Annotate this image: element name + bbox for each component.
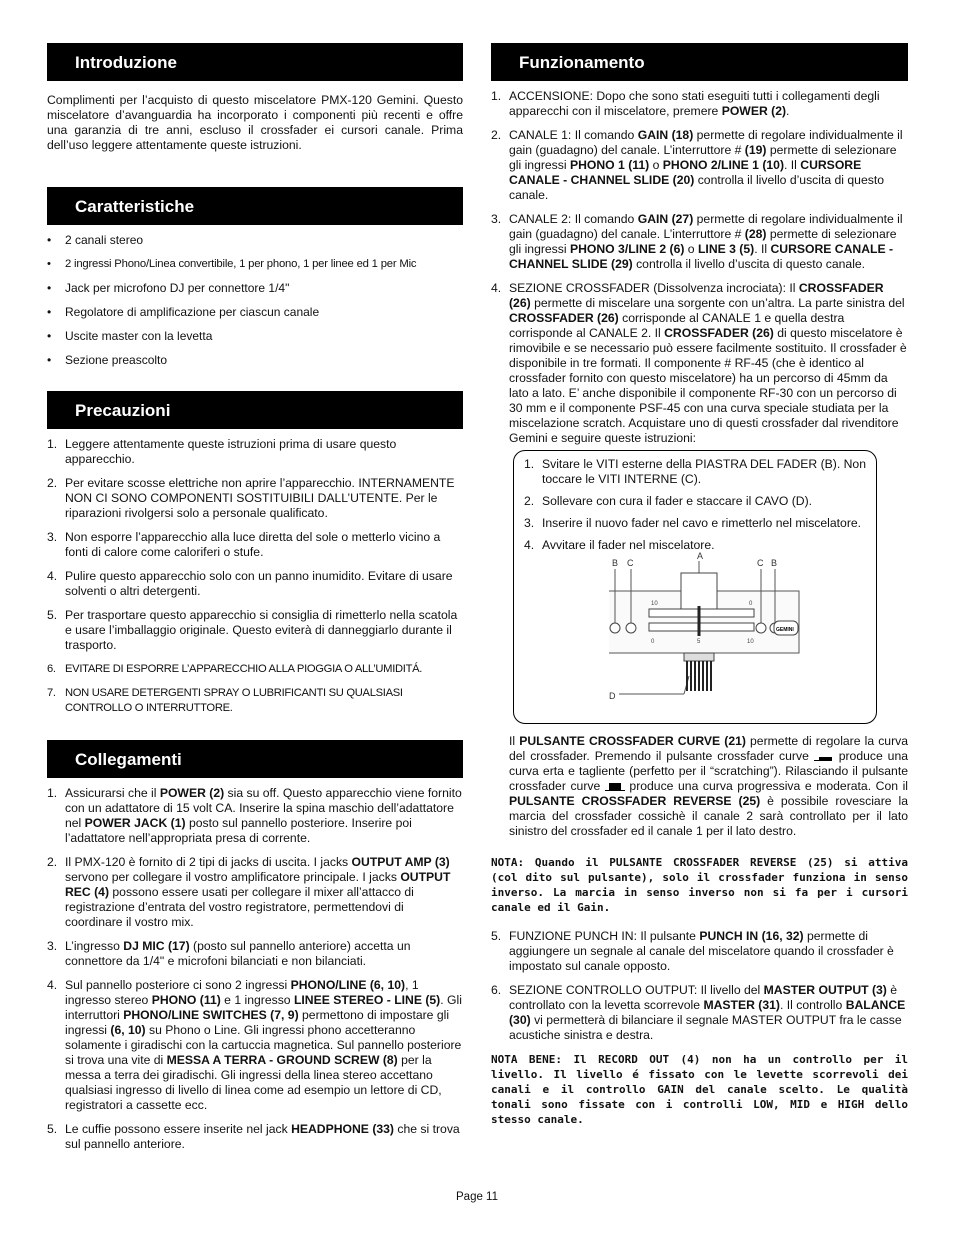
screw-inner-right: [756, 623, 766, 633]
list-item: • Sezione preascolto: [47, 353, 168, 367]
features-section: [47, 187, 463, 367]
list-item: • 2 ingressi Phono/Linea convertibile, 1 per phono, 1 per linee ed 1 per Mic: [47, 258, 417, 270]
list-item: 2. Per evitare scosse elettriche non aprire l’apparecchio. INTERNAMENTE NON CI SONO COMPONENTI SOSTITUIBILI DALL’UTENTE. Per le riparazioni rivolgersi solo a personale qualificato.: [47, 476, 455, 520]
operation-list-continued: [491, 929, 908, 1043]
label-a: A: [697, 551, 704, 561]
list-item: 1. Leggere attentamente queste istruzioni prima di usare questo apparecchio.: [47, 437, 397, 466]
right-column: [491, 43, 908, 1127]
precautions-list: [47, 437, 463, 716]
operation-list: [491, 89, 908, 446]
page-number: Page 11: [456, 1191, 498, 1203]
connections-list: [47, 786, 463, 1152]
left-column: [47, 43, 463, 1161]
label-b: B: [612, 558, 619, 568]
list-item: 4. Sul pannello posteriore ci sono 2 ingressi PHONO/LINE (6, 10), 1 ingresso stereo PHONO (11) e 1 ingresso LINEE STEREO - LINE (5). Gli interruttori PHONO/LINE SWITCHES (7, 9) permettono di impostare gli ingressi (6, 10) su Phono o Line. Gli ingressi phono accetteranno solamente i giradischi con la cartuccia magnetica. Sul pannello posteriore si trova una vite di MESSA A TERRA - GROUND SCREW (8) per la messa a terra dei giradischi. Gli ingressi della linea stereo accettano qualsiasi ingresso di livello di linea come ad esempio un lettore di CD, registratori a cassette ecc.: [47, 978, 462, 1112]
list-item: • Regolatore di amplificazione per ciascun canale: [47, 305, 320, 319]
label-c: C: [627, 558, 634, 568]
progressive-curve-icon: [605, 782, 625, 791]
list-item: 2. Sollevare con cura il fader e staccare il CAVO (D).: [524, 494, 813, 508]
connections-section: [47, 740, 463, 1152]
screw-outer-left: [610, 623, 620, 633]
list-item: 2. Il PMX-120 è fornito di 2 tipi di jacks di uscita. I jacks OUTPUT AMP (3) servono per collegare il vostro amplificatore principale. I jacks OUTPUT REC (4) possono essere usati per collegare il mixer all’attacco di registrazione d’entrata del vostro registratore, permettendovi di coordinare il vostro mix.: [47, 855, 451, 929]
features-list: [47, 233, 463, 367]
note-reverse: NOTA: Quando il PULSANTE CROSSFADER REVERSE (25) si attiva (col dito sul pulsante), solo il crossfader funziona in senso inverso. La marcia in senso inverso non si fa per i cursori canale ed il Gain.: [491, 856, 908, 914]
list-item: 3. CANALE 2: Il comando GAIN (27) permette di regolare individualmente il gain (guadagno) del canale. L’interruttore # (28) permette di selezionare gli ingressi PHONO 3/LINE 2 (6) o LINE 3 (5). Il CURSORE CANALE - CHANNEL SLIDE (29) controlla il livello d’uscita di questo canale.: [491, 212, 903, 271]
list-item: • Jack per microfono DJ per connettore 1/4": [47, 281, 290, 295]
svg-text:GEMINI: GEMINI: [776, 627, 794, 633]
list-item: 1. ACCENSIONE: Dopo che sono stati eseguiti tutti i collegamenti degli apparecchi con il miscelatore, premere POWER (2).: [491, 89, 880, 118]
crossfader-diagram: [609, 551, 809, 711]
fader-track: [649, 609, 754, 617]
list-item: 1. Svitare le VITI esterne della PIASTRA DEL FADER (B). Non toccare le VITI INTERNE (C).: [524, 457, 866, 486]
cable-connector: [684, 653, 714, 661]
precautions-heading: Precauzioni: [47, 391, 463, 429]
connections-heading: Collegamenti: [47, 740, 463, 778]
features-heading: Caratteristiche: [47, 187, 463, 225]
list-item: 3. Inserire il nuovo fader nel cavo e rimetterlo nel miscelatore.: [524, 516, 862, 530]
operation-heading: Funzionamento: [491, 43, 908, 81]
list-item: 6. SEZIONE CONTROLLO OUTPUT: Il livello del MASTER OUTPUT (3) è controllato con la levetta scorrevole MASTER (31). Il controllo BALANCE (30) vi permetterà di bilanciare il segnale MASTER OUTPUT fra le casse acustiche sinistra e destra.: [491, 983, 906, 1042]
intro-text: Complimenti per l’acquisto di questo miscelatore PMX-120 Gemini. Questo miscelatore d’avanguardia ha incorporato i componenti più recenti e offre una garanzia di tre anni, escluso il crossfader ei cursori canale. Prima dell’uso leggere attentamente queste istruzioni.: [47, 93, 463, 152]
svg-text:10: 10: [747, 639, 754, 645]
list-item: 4. SEZIONE CROSSFADER (Dissolvenza incrociata): Il CROSSFADER (26) permette di miscelare una sorgente con un’altra. La parte sinistra del CROSSFADER (26) corrisponde al CANALE 1 e quella destra corrisponde al CANALE 2. Il CROSSFADER (26) di questo miscelatore è rimovibile e se necessario può essere facilmente sostituito. Il crossfader è disponibile in tre formati. Il componente # RF-45 (che è identico al crossfader fornito con questo miscelatore) ha un percorso di 45mm da lato a lato. E’ anche disponibile il componente RF-30 con un percorso di 30 mm e il componente PSF-45 con una curva speciale studiata per la miscelazione scratch. Acquistare uno di questi crossfader dal rivenditore Gemini e seguire queste istruzioni:: [491, 281, 907, 445]
list-item: 5. Per trasportare questo apparecchio si consiglia di rimetterlo nella scatola e usare l’imballaggio originale. Questo eviterà di danneggiarlo durante il trasporto.: [47, 608, 458, 652]
screw-inner-left: [626, 623, 636, 633]
note-record-out: NOTA BENE: Il RECORD OUT (4) non ha un controllo per il livello. Il livello é fissato con le levette scorrevoli dei canali e il controllo GAIN del canale scelto. Le qualità tonali sono fissate con i controlli LOW, MID e HIGH dello stesso canale.: [491, 1053, 909, 1126]
list-item: 5. FUNZIONE PUNCH IN: Il pulsante PUNCH IN (16, 32) permette di aggiungere un segnale al canale del miscelatore quando il crossfader è impostato sul canale opposto.: [491, 929, 894, 973]
list-item: 4. Pulire questo apparecchio solo con un panno inumidito. Evitare di usare solventi o altri detergenti.: [47, 569, 453, 598]
list-item: 5. Le cuffie possono essere inserite nel jack HEADPHONE (33) che si trova sul pannello anteriore.: [47, 1122, 460, 1151]
svg-text:0: 0: [651, 639, 655, 645]
svg-text:0: 0: [749, 601, 753, 607]
cable: [687, 661, 711, 691]
label-d: D: [609, 691, 616, 701]
crossfader-replacement-box: [513, 450, 877, 724]
svg-text:5: 5: [697, 639, 701, 645]
list-item: • Uscite master con la levetta: [47, 329, 213, 343]
label-b-right: B: [771, 558, 778, 568]
list-item: 4. Avvitare il fader nel miscelatore.: [524, 538, 715, 552]
list-item: 6. EVITARE DI ESPORRE L’APPARECCHIO ALLA PIOGGIA O ALL’UMIDITÁ.: [47, 663, 423, 675]
sharp-curve-icon: [814, 752, 834, 761]
list-item: 3. L’ingresso DJ MIC (17) (posto sul pannello anteriore) accetta un connettore da 1/4" e microfoni bilanciati e non bilanciati.: [47, 939, 411, 968]
list-item: 7. NON USARE DETERGENTI SPRAY O LUBRIFICANTI SU QUALSIASI CONTROLLO O INTERRUTTORE.: [47, 687, 403, 714]
list-item: 1. Assicurarsi che il POWER (2) sia su off. Questo apparecchio viene fornito con un adattatore di 15 volt CA. Inserire la spina maschio dell’adattatore nel POWER JACK (1) posto sul pannello posteriore. Inserire poi l’adattatore nell’appropriata presa di corrente.: [47, 786, 462, 845]
precautions-section: [47, 391, 463, 716]
svg-text:10: 10: [651, 601, 658, 607]
replacement-steps: [524, 457, 868, 553]
label-c-right: C: [757, 558, 764, 568]
list-item: 2. CANALE 1: Il comando GAIN (18) permette di regolare individualmente il gain (guadagno) del canale. L’interruttore # (19) permette di selezionare gli ingressi PHONO 1 (11) o PHONO 2/LINE 1 (10). Il CURSORE CANALE - CHANNEL SLIDE (20) controlla il livello d’uscita di questo canale.: [491, 128, 903, 202]
curve-paragraph: Il PULSANTE CROSSFADER CURVE (21) permette di regolare la curva del crossfader. Premendo il pulsante crossfader curve produce una curva erta e tagliente (perfetto per il “scratching”). Rilasciando il pulsante crossfader curve produce una curva progressiva e moderata. Con il PULSANTE CROSSFADER REVERSE (25) è possibile rovesciare la marcia del crossfader cossichè il canale 2 sarà controllato per il lato sinistro del crossfader ed il canale 1 per il lato destro.: [509, 734, 909, 838]
list-item: 3. Non esporre l’apparecchio alla luce diretta del sole o metterlo vicino a fonti di calore come caloriferi o stufe.: [47, 530, 441, 559]
intro-heading: Introduzione: [47, 43, 463, 81]
list-item: • 2 canali stereo: [47, 233, 144, 247]
